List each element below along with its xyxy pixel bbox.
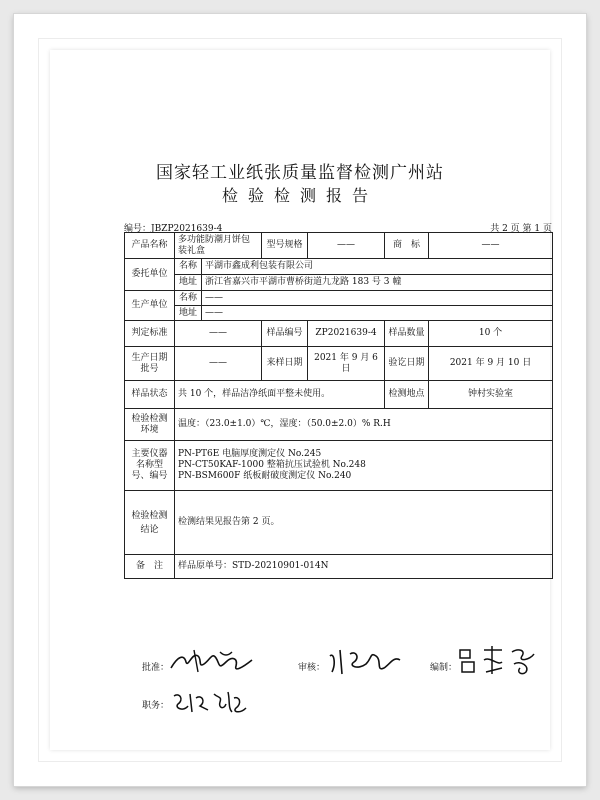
label-finish: 验讫日期 xyxy=(385,347,429,381)
row-environment xyxy=(125,409,553,441)
row-status xyxy=(125,381,553,409)
value-standard: —— xyxy=(175,321,262,347)
row-batch xyxy=(125,347,553,381)
frame-mat xyxy=(38,38,562,762)
value-client-name: 平湖市鑫成利包装有限公司 xyxy=(202,259,553,275)
row-product xyxy=(125,233,553,259)
instrument-line: PN-CT50KAF-1000 整箱抗压试验机 No.248 xyxy=(178,460,366,470)
value-batch: —— xyxy=(175,347,262,381)
row-instruments xyxy=(125,441,553,491)
approve-label: 批准： xyxy=(142,663,170,673)
label-sample-qty: 样品数量 xyxy=(385,321,429,347)
value-sample-qty: 10 个 xyxy=(429,321,553,347)
value-environment: 温度：（23.0±1.0）℃，湿度：（50.0±2.0）% R.H xyxy=(175,409,553,441)
value-producer-name: —— xyxy=(202,291,553,306)
row-producer-name xyxy=(125,291,553,306)
label-sample-no: 样品编号 xyxy=(262,321,308,347)
value-client-addr: 浙江省嘉兴市平湖市曹桥街道九龙路 183 号 3 幢 xyxy=(202,275,553,291)
instrument-line: PN-BSM600F 纸板耐破度测定仪 No.240 xyxy=(178,471,352,481)
row-client-name xyxy=(125,259,553,275)
label-remarks: 备 注 xyxy=(125,555,175,579)
instrument-line: PN-PT6E 电脑厚度测定仪 No.245 xyxy=(178,449,322,459)
label-producer-name: 名称 xyxy=(175,291,202,306)
label-client-name: 名称 xyxy=(175,259,202,275)
label-environment: 检验检测环境 xyxy=(125,409,175,441)
value-producer-addr: —— xyxy=(202,306,553,321)
preparer-signature xyxy=(456,644,542,678)
label-batch: 生产日期批号 xyxy=(125,347,175,381)
label-brand: 商 标 xyxy=(385,233,429,259)
label-location: 检测地点 xyxy=(385,381,429,409)
row-remarks xyxy=(125,555,553,579)
value-remarks: 样品原单号：STD-20210901-014N xyxy=(175,555,553,579)
label-conclusion: 检验检测结论 xyxy=(125,491,175,555)
value-product-name: 多功能防潮月饼包装礼盒 xyxy=(175,233,262,259)
reviewer-signature xyxy=(326,646,406,678)
prepare-label: 编制： xyxy=(430,663,458,673)
row-standard xyxy=(125,321,553,347)
label-standard: 判定标准 xyxy=(125,321,175,347)
report-number: 编号：JBZP2021639-4 xyxy=(124,224,223,234)
label-client-addr: 地址 xyxy=(175,275,202,291)
review-label: 审核： xyxy=(298,663,326,673)
position-handwriting xyxy=(170,688,248,716)
label-producer-addr: 地址 xyxy=(175,306,202,321)
label-arrival: 来样日期 xyxy=(262,347,308,381)
label-producer: 生产单位 xyxy=(125,291,175,321)
value-model: —— xyxy=(308,233,385,259)
row-conclusion xyxy=(125,491,553,555)
label-model: 型号规格 xyxy=(262,233,308,259)
row-producer-addr xyxy=(125,306,553,321)
value-sample-no: ZP2021639-4 xyxy=(308,321,385,347)
row-client-addr xyxy=(125,275,553,291)
position-label: 职务： xyxy=(142,701,170,711)
value-status: 共 10 个，样品洁净纸面平整未使用。 xyxy=(175,381,385,409)
label-instruments: 主要仪器名称型号、编号 xyxy=(125,441,175,491)
picture-frame xyxy=(14,14,586,786)
label-product-name: 产品名称 xyxy=(125,233,175,259)
value-arrival: 2021 年 9 月 6 日 xyxy=(308,347,385,381)
report-page xyxy=(50,50,550,750)
institution-title: 国家轻工业纸张质量监督检测广州站 xyxy=(156,163,444,183)
label-status: 样品状态 xyxy=(125,381,175,409)
report-table xyxy=(124,232,553,579)
value-brand: —— xyxy=(429,233,553,259)
value-instruments xyxy=(175,441,553,491)
value-finish: 2021 年 9 月 10 日 xyxy=(429,347,553,381)
value-conclusion: 检测结果见报告第 2 页。 xyxy=(175,491,553,555)
page-count: 共 2 页 第 1 页 xyxy=(490,224,552,234)
approver-signature xyxy=(168,646,258,676)
label-client: 委托单位 xyxy=(125,259,175,291)
report-title: 检验检测报告 xyxy=(221,186,378,205)
value-location: 钟村实验室 xyxy=(429,381,553,409)
